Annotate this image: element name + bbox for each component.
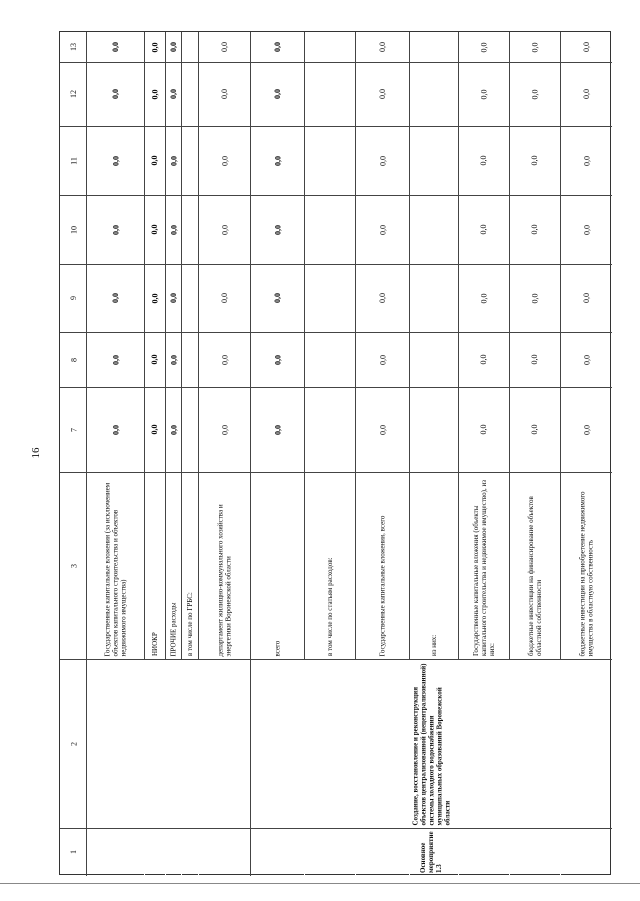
row-value-cell [198,332,250,387]
row-value-cell [250,126,304,195]
row-value: 0,0 [219,224,229,235]
row-value-cell [165,126,181,195]
row-value-cell [509,195,560,264]
column-number-cell [60,195,86,264]
row-value [305,335,354,384]
activity-label: Основное мероприятие 1.3 [419,831,443,873]
row-value: 0,0 [219,354,229,365]
row-value: 0,0 [479,155,488,166]
budget-table [59,31,611,875]
row-label: из них: [429,634,438,656]
row-label-cell [458,472,509,659]
row-label-cell [509,472,560,659]
column-number: 12 [68,90,78,98]
row-value-cell [409,195,458,264]
row-value [182,390,197,469]
row-value-cell [304,62,355,126]
row-value-cell [509,332,560,387]
row-value: 0,0 [581,89,591,99]
row-value-cell [198,195,250,264]
column-number: 10 [68,225,78,234]
column-number: 8 [68,357,78,362]
row-value-cell [86,332,144,387]
row-value: 0,0 [150,155,159,166]
row-value [182,35,197,59]
row-value [305,198,354,261]
merge-mask [198,829,199,876]
row-value: 0,0 [530,293,539,303]
row-value-cell [409,32,458,62]
row-value: 0,0 [272,424,282,435]
row-value: 0,0 [110,42,120,52]
row-value: 0,0 [377,42,387,52]
merge-mask [181,829,182,876]
row-value: 0,0 [272,224,282,235]
row-label-cell [144,472,165,659]
row-value-cell [86,387,144,472]
row-value [305,129,354,192]
row-label: департамент жилищно-коммунального хозяйства и энергетики Воронежской области [216,503,232,656]
row-value: 0,0 [110,424,120,435]
row-value [305,390,354,469]
row-value: 0,0 [110,354,120,365]
row-value-cell [560,332,612,387]
row-value: 0,0 [479,42,488,52]
row-value [410,267,457,329]
column-number-cell [60,387,86,472]
row-value: 0,0 [110,293,120,303]
row-label: бюджетные инвестиции на приобретение недвижимого имущества в областную собственность [578,490,594,656]
row-label-cell [181,472,198,659]
row-value-cell [144,62,165,126]
row-value: 0,0 [168,155,178,166]
row-value-cell [165,264,181,332]
row-value: 0,0 [219,89,229,99]
row-value [410,129,457,192]
row-value-cell [355,264,409,332]
row-value-cell [355,62,409,126]
row-value [305,267,354,329]
row-value-cell [181,62,198,126]
row-value-cell [86,62,144,126]
row-value: 0,0 [377,424,387,435]
merge-mask [144,660,145,828]
row-value: 0,0 [272,354,282,365]
row-value-cell [181,32,198,62]
row-value-cell [144,387,165,472]
row-value: 0,0 [168,424,178,435]
row-value: 0,0 [479,424,488,435]
row-value: 0,0 [168,293,178,303]
row-value-cell [250,62,304,126]
row-label-cell [86,472,144,659]
row-value [182,267,197,329]
row-value: 0,0 [479,293,488,303]
row-value-cell [560,387,612,472]
column-number-cell [60,828,86,876]
row-value [182,335,197,384]
row-label: НИОКР [150,632,159,656]
row-label: Государственные капитальные вложения, всего [378,515,386,656]
row-value: 0,0 [168,42,178,52]
row-value-cell [181,264,198,332]
row-value-cell [509,387,560,472]
row-value-cell [509,264,560,332]
row-value: 0,0 [272,155,282,166]
row-value: 0,0 [219,155,229,166]
row-value: 0,0 [150,224,159,235]
page-number: 16 [30,447,42,459]
column-number-cell [60,472,86,659]
row-label: Государственные капитальные вложения (за исключением объектов капитального строительства и объектов недвижимого имущества) [103,482,127,656]
row-value [305,65,354,123]
row-value-cell [304,195,355,264]
column-number-cell [60,32,86,62]
row-value-cell [198,387,250,472]
row-label-cell [355,472,409,659]
row-value [410,65,457,123]
row-value-cell [355,332,409,387]
row-value: 0,0 [530,354,539,365]
row-value-cell [560,62,612,126]
row-value: 0,0 [581,224,591,235]
row-value-cell [198,62,250,126]
row-value: 0,0 [479,354,488,365]
row-value-cell [458,32,509,62]
row-value [305,35,354,59]
row-value [182,198,197,261]
row-value [182,129,197,192]
row-label-cell [409,472,458,659]
merge-mask [144,829,145,876]
row-value-cell [458,387,509,472]
row-value-cell [458,62,509,126]
row-value-cell [165,62,181,126]
row-value: 0,0 [479,224,488,235]
row-value-cell [165,387,181,472]
row-value: 0,0 [219,293,229,303]
row-value: 0,0 [377,354,387,365]
row-value-cell [509,32,560,62]
merge-mask [181,660,182,828]
row-value-cell [181,332,198,387]
row-value-cell [304,264,355,332]
row-label: ПРОЧИЕ расходы [169,602,177,656]
row-value-cell [458,332,509,387]
row-value: 0,0 [581,293,591,303]
row-value: 0,0 [110,224,120,235]
row-label-cell [250,472,304,659]
row-value: 0,0 [377,155,387,166]
row-value-cell [458,264,509,332]
page-bottom-rule [0,883,640,884]
row-value-cell [560,126,612,195]
row-value: 0,0 [150,354,159,365]
column-number: 2 [68,741,78,746]
column-number: 13 [68,43,78,51]
column-number-cell [60,126,86,195]
row-value-cell [86,126,144,195]
row-value [410,198,457,261]
row-value: 0,0 [110,89,120,99]
row-value-cell [198,126,250,195]
row-value-cell [355,387,409,472]
row-value-cell [165,195,181,264]
row-label-cell [198,472,250,659]
row-value-cell [458,195,509,264]
column-number-cell [60,264,86,332]
row-value-cell [86,195,144,264]
row-value: 0,0 [530,42,539,52]
row-value-cell [144,332,165,387]
row-value-cell [304,387,355,472]
column-number: 3 [68,563,78,568]
row-value-cell [144,32,165,62]
row-value: 0,0 [150,424,159,435]
row-value: 0,0 [530,224,539,235]
row-value-cell [355,126,409,195]
row-label: всего [273,640,281,656]
row-value-cell [250,264,304,332]
row-value-cell [165,332,181,387]
row-value: 0,0 [168,354,178,365]
row-value-cell [304,32,355,62]
activity-title-cell [250,659,612,828]
row-value [410,35,457,59]
row-value [410,390,457,469]
column-number: 1 [68,850,78,854]
row-value: 0,0 [150,293,159,303]
row-value: 0,0 [377,293,387,303]
row-value: 0,0 [150,42,159,52]
row-value: 0,0 [581,42,591,52]
row-value-cell [409,126,458,195]
activity-label-cell [250,828,612,876]
row-value: 0,0 [581,424,591,435]
row-label: в том числе по статьям расходов: [325,557,334,656]
row-value-cell [560,264,612,332]
activity-title: Создание, восстановление и реконструкция объектов централизованной (нецентрализованной) системы холодного водоснабжения муниципальных образований Воронежской области [411,663,451,825]
row-value: 0,0 [219,42,229,52]
row-label: в том числе по ГРБС: [185,592,194,656]
row-value-cell [409,62,458,126]
row-value-cell [509,126,560,195]
row-value-cell [409,332,458,387]
row-value-cell [165,32,181,62]
column-number-cell [60,659,86,828]
row-value-cell [304,332,355,387]
row-value-cell [250,32,304,62]
row-value: 0,0 [530,89,539,99]
row-label-cell [165,472,181,659]
row-value-cell [409,264,458,332]
row-value-cell [560,195,612,264]
row-value: 0,0 [479,89,488,99]
row-value-cell [458,126,509,195]
row-value-cell [198,264,250,332]
row-value: 0,0 [272,42,282,52]
row-label: бюджетные инвестиции на финансирование объектов областной собственности [526,496,543,656]
row-value-cell [250,332,304,387]
row-value-cell [86,32,144,62]
row-value-cell [144,195,165,264]
row-value-cell [181,126,198,195]
column-number: 11 [68,156,78,165]
column-number-cell [60,62,86,126]
row-value-cell [181,387,198,472]
row-label: Государственные капитальные вложения (объекты капитального строительства и недвижимое имущество), из них: [471,479,496,656]
row-value: 0,0 [581,354,591,365]
row-value-cell [355,195,409,264]
row-value-cell [144,264,165,332]
row-value-cell [86,264,144,332]
row-value-cell [560,32,612,62]
row-value: 0,0 [168,89,178,99]
row-value: 0,0 [168,224,178,235]
row-value-cell [355,32,409,62]
row-value: 0,0 [272,89,282,99]
merge-mask [165,829,166,876]
row-value: 0,0 [219,424,229,435]
row-value: 0,0 [110,155,120,166]
row-value: 0,0 [530,424,539,435]
row-value: 0,0 [272,293,282,303]
row-value-cell [181,195,198,264]
column-number: 9 [68,296,78,300]
row-label-cell [304,472,355,659]
row-value: 0,0 [377,224,387,235]
merge-mask [165,660,166,828]
row-value [182,65,197,123]
column-number-cell [60,332,86,387]
row-value-cell [144,126,165,195]
row-value [410,335,457,384]
row-value: 0,0 [530,155,539,166]
row-value-cell [250,387,304,472]
row-value: 0,0 [377,89,387,99]
row-value-cell [250,195,304,264]
row-label-cell [560,472,612,659]
row-value-cell [509,62,560,126]
row-value: 0,0 [581,155,591,166]
row-value: 0,0 [150,89,159,99]
merge-mask [198,660,199,828]
column-number: 7 [68,427,78,432]
row-value-cell [409,387,458,472]
row-value-cell [304,126,355,195]
row-value-cell [198,32,250,62]
